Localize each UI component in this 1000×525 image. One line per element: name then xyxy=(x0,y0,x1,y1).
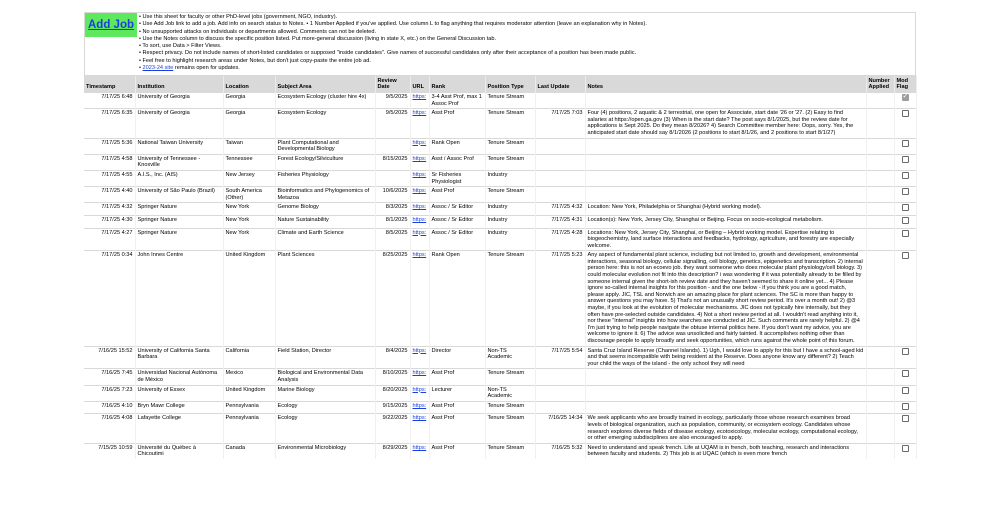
institution-cell: Bryn Mawr College xyxy=(135,401,223,414)
url-link[interactable]: https: xyxy=(410,401,429,414)
timestamp-cell: 7/16/25 7:23 xyxy=(84,385,135,401)
url-link[interactable]: https: xyxy=(410,369,429,385)
location-cell: New York xyxy=(223,228,275,251)
last-update-cell xyxy=(535,369,585,385)
last-update-cell xyxy=(535,170,585,186)
url-link[interactable]: https: xyxy=(410,187,429,203)
instructions-panel xyxy=(84,12,916,76)
institution-cell: Springer Nature xyxy=(135,215,223,228)
url-link[interactable]: https: xyxy=(410,138,429,154)
position-type-cell: Tenure Stream xyxy=(485,401,535,414)
mod-flag-cell xyxy=(894,443,916,459)
institution-cell: John Innes Centre xyxy=(135,251,223,346)
timestamp-cell: 7/16/25 7:45 xyxy=(84,369,135,385)
institution-cell: Lafayette College xyxy=(135,414,223,443)
rank-cell: Asst / Assoc Prof xyxy=(429,154,485,170)
location-cell: Taiwan xyxy=(223,138,275,154)
position-type-cell: Tenure Stream xyxy=(485,443,535,459)
table-row xyxy=(84,154,916,170)
subject-cell: Plant Computational and Developmental Biology xyxy=(275,138,375,154)
institution-cell: University of Georgia xyxy=(135,93,223,109)
position-type-cell: Non-TS Academic xyxy=(485,346,535,369)
archive-site-link[interactable]: 2023-24 site xyxy=(142,65,174,72)
timestamp-cell: 7/17/25 4:58 xyxy=(84,154,135,170)
subject-cell: Biological and Environmental Data Analysis xyxy=(275,369,375,385)
subject-cell: Ecosystem Ecology xyxy=(275,109,375,138)
timestamp-cell: 7/16/25 4:08 xyxy=(84,414,135,443)
position-type-cell: Tenure Stream xyxy=(485,138,535,154)
timestamp-cell: 7/17/25 6:48 xyxy=(84,93,135,109)
timestamp-cell: 7/17/25 4:30 xyxy=(84,215,135,228)
column-header[interactable]: Position Type xyxy=(485,76,535,93)
number-applied-cell xyxy=(866,215,894,228)
rule-line: • Feel free to highlight research areas under Notes, but don't just copy-paste the entire job ad. xyxy=(139,57,371,64)
notes-cell: Four (4) positions, 2 aquatic & 2 terrestrial, one open for Associate, start date '26 or '27. (2) Easy to find salaries at https://open.ga.gov (3) When is the start date? The post says 8/1/2025, but the review date for applications is Sept 2025. Do they mean 8/2026? 4) Search Committee member here: Oops, sorry. Yes, the anticipated start date should say 8/1/2026 (2 positions to start 8/1/26, and 2 positions to start 8/1/27) xyxy=(585,109,866,138)
location-cell: Georgia xyxy=(223,109,275,138)
rank-cell: 3-4 Asst Prof, max 1 Assoc Prof xyxy=(429,93,485,109)
subject-cell: Marine Biology xyxy=(275,385,375,401)
review-date-cell: 10/6/2025 xyxy=(375,187,410,203)
review-date-cell: 8/5/2025 xyxy=(375,228,410,251)
url-link[interactable]: https: xyxy=(410,443,429,459)
mod-flag-cell xyxy=(894,414,916,443)
rank-cell: Rank Open xyxy=(429,138,485,154)
timestamp-cell: 7/17/25 6:35 xyxy=(84,109,135,138)
rank-cell: Asst Prof xyxy=(429,443,485,459)
institution-cell: Springer Nature xyxy=(135,203,223,216)
notes-cell xyxy=(585,187,866,203)
add-job-link[interactable]: Add Job xyxy=(85,13,137,37)
location-cell: New Jersey xyxy=(223,170,275,186)
last-update-cell: 7/17/25 7:03 xyxy=(535,109,585,138)
number-applied-cell xyxy=(866,203,894,216)
last-update-cell xyxy=(535,385,585,401)
timestamp-cell: 7/17/25 4:32 xyxy=(84,203,135,216)
rule-line: • 2023-24 site remains open for updates. xyxy=(139,65,240,72)
review-date-cell: 8/15/2025 xyxy=(375,154,410,170)
position-type-cell: Tenure Stream xyxy=(485,251,535,346)
notes-cell xyxy=(585,369,866,385)
notes-cell xyxy=(585,138,866,154)
notes-cell xyxy=(585,385,866,401)
rank-cell: Asst Prof xyxy=(429,414,485,443)
number-applied-cell xyxy=(866,187,894,203)
mod-flag-checkbox[interactable] xyxy=(902,370,909,377)
header-row xyxy=(84,76,916,93)
location-cell: Canada xyxy=(223,443,275,459)
column-header[interactable]: Mod Flag xyxy=(894,76,916,93)
table-row xyxy=(84,346,916,369)
institution-cell: University of California Santa Barbara xyxy=(135,346,223,369)
position-type-cell: Industry xyxy=(485,203,535,216)
rank-cell: Asst Prof xyxy=(429,109,485,138)
rank-cell: Assoc / Sr Editor xyxy=(429,228,485,251)
mod-flag-cell xyxy=(894,369,916,385)
location-cell: South America (Other) xyxy=(223,187,275,203)
rank-cell: Director xyxy=(429,346,485,369)
url-link[interactable]: https: xyxy=(410,170,429,186)
last-update-cell xyxy=(535,401,585,414)
institution-cell: Springer Nature xyxy=(135,228,223,251)
mod-flag-cell xyxy=(894,228,916,251)
last-update-cell: 7/16/25 5:32 xyxy=(535,443,585,459)
last-update-cell xyxy=(535,93,585,109)
rule-line: • To sort, use Data > Filter Views. xyxy=(139,43,222,50)
notes-cell: Locations: New York, Jersey City, Shanghai, or Beijing – Hybrid working model. Expertise relating to biogeochemistry, land surface interactions and feedbacks, hydrology, agriculture, and forestry are especially welcome. xyxy=(585,228,866,251)
mod-flag-checkbox[interactable] xyxy=(902,348,909,355)
column-header[interactable]: Timestamp xyxy=(84,76,135,93)
review-date-cell xyxy=(375,170,410,186)
rule-line: • No unsupported attacks on individuals or departments allowed. Comments can not be deleted. xyxy=(139,28,377,35)
number-applied-cell xyxy=(866,401,894,414)
notes-cell: Need to understand and speak french. Life at UQAM is in french, both teaching, research and interactions between faculty and students. 2) This job is at UQAC (which is even more french xyxy=(585,443,866,459)
timestamp-cell: 7/16/25 4:10 xyxy=(84,401,135,414)
position-type-cell: Tenure Stream xyxy=(485,93,535,109)
position-type-cell: Tenure Stream xyxy=(485,187,535,203)
subject-cell: Plant Sciences xyxy=(275,251,375,346)
notes-cell xyxy=(585,170,866,186)
review-date-cell: 8/25/2025 xyxy=(375,251,410,346)
review-date-cell: 8/10/2025 xyxy=(375,369,410,385)
number-applied-cell xyxy=(866,251,894,346)
mod-flag-cell xyxy=(894,170,916,186)
mod-flag-cell xyxy=(894,154,916,170)
table-row xyxy=(84,385,916,401)
table-row xyxy=(84,443,916,459)
subject-cell: Climate and Earth Science xyxy=(275,228,375,251)
timestamp-cell: 7/16/25 15:52 xyxy=(84,346,135,369)
mod-flag-checkbox[interactable] xyxy=(902,110,909,117)
url-link[interactable]: https: xyxy=(410,109,429,138)
url-link[interactable]: https: xyxy=(410,414,429,443)
table-row xyxy=(84,203,916,216)
table-row xyxy=(84,93,916,109)
mod-flag-cell xyxy=(894,346,916,369)
url-link[interactable]: https: xyxy=(410,228,429,251)
timestamp-cell: 7/17/25 4:27 xyxy=(84,228,135,251)
subject-cell: Nature Sustainability xyxy=(275,215,375,228)
institution-cell: University of São Paulo (Brazil) xyxy=(135,187,223,203)
rule-line: • Respect privacy. Do not include names of short-listed candidates or supposed "inside candidates". Give names of successful candidates only after their acceptance of a position has been made public. xyxy=(139,50,637,57)
review-date-cell xyxy=(375,138,410,154)
review-date-cell: 9/22/2025 xyxy=(375,414,410,443)
mod-flag-checkbox[interactable] xyxy=(902,387,909,394)
subject-cell: Bioinformatics and Phylogenomics of Metazoa xyxy=(275,187,375,203)
mod-flag-cell xyxy=(894,93,916,109)
rank-cell: Assoc / Sr Editor xyxy=(429,203,485,216)
number-applied-cell xyxy=(866,369,894,385)
review-date-cell: 9/15/2025 xyxy=(375,401,410,414)
jobs-table xyxy=(84,76,917,459)
rank-cell: Asst Prof xyxy=(429,369,485,385)
rank-cell: Assoc / Sr Editor xyxy=(429,215,485,228)
notes-cell: We seek applicants who are broadly trained in ecology, particularly those whose research examines broad levels of biological organization, such as population, community, or ecosystem ecology. Candidates whose research explores diverse fields of disease ecology, ecotoxicology, molecular ecology, computational ecology, or other emerging subdisciplines are also encouraged to apply. xyxy=(585,414,866,443)
url-link[interactable]: https: xyxy=(410,154,429,170)
mod-flag-checkbox[interactable] xyxy=(902,94,909,101)
subject-cell: Ecology xyxy=(275,414,375,443)
timestamp-cell: 7/17/25 4:40 xyxy=(84,187,135,203)
rule-tail: remains open for updates. xyxy=(173,65,240,72)
mod-flag-cell xyxy=(894,251,916,346)
mod-flag-checkbox[interactable] xyxy=(902,204,909,211)
timestamp-cell: 7/17/25 5:36 xyxy=(84,138,135,154)
table-row xyxy=(84,109,916,138)
number-applied-cell xyxy=(866,385,894,401)
last-update-cell: 7/17/25 4:32 xyxy=(535,203,585,216)
last-update-cell: 7/17/25 4:28 xyxy=(535,228,585,251)
institution-cell: A.I.S., Inc. (AIS) xyxy=(135,170,223,186)
rule-line: • Use this sheet for faculty or other PhD-level jobs (government, NGO, industry). xyxy=(139,14,338,20)
review-date-cell: 8/1/2025 xyxy=(375,215,410,228)
column-header[interactable]: Subject Area xyxy=(275,76,375,93)
institution-cell: National Taiwan University xyxy=(135,138,223,154)
position-type-cell: Tenure Stream xyxy=(485,154,535,170)
review-date-cell: 8/20/2025 xyxy=(375,385,410,401)
notes-cell xyxy=(585,154,866,170)
column-header[interactable]: Location xyxy=(223,76,275,93)
url-link[interactable]: https: xyxy=(410,251,429,346)
mod-flag-cell xyxy=(894,385,916,401)
last-update-cell: 7/16/25 14:34 xyxy=(535,414,585,443)
timestamp-cell: 7/17/25 0:34 xyxy=(84,251,135,346)
mod-flag-cell xyxy=(894,401,916,414)
rank-cell: Asst Prof xyxy=(429,187,485,203)
location-cell: United Kingdom xyxy=(223,385,275,401)
url-link[interactable]: https: xyxy=(410,93,429,109)
number-applied-cell xyxy=(866,346,894,369)
review-date-cell: 8/29/2025 xyxy=(375,443,410,459)
location-cell: Mexico xyxy=(223,369,275,385)
mod-flag-checkbox[interactable] xyxy=(902,415,909,422)
review-date-cell: 8/4/2025 xyxy=(375,346,410,369)
table-row xyxy=(84,138,916,154)
mod-flag-checkbox[interactable] xyxy=(902,188,909,195)
number-applied-cell xyxy=(866,414,894,443)
number-applied-cell xyxy=(866,109,894,138)
position-type-cell: Tenure Stream xyxy=(485,109,535,138)
number-applied-cell xyxy=(866,170,894,186)
column-header[interactable]: Last Update xyxy=(535,76,585,93)
mod-flag-checkbox[interactable] xyxy=(902,252,909,259)
rank-cell: Lecturer xyxy=(429,385,485,401)
table-row xyxy=(84,187,916,203)
number-applied-cell xyxy=(866,154,894,170)
position-type-cell: Tenure Stream xyxy=(485,369,535,385)
rank-cell: Asst Prof xyxy=(429,401,485,414)
url-link[interactable]: https: xyxy=(410,215,429,228)
position-type-cell: Industry xyxy=(485,170,535,186)
column-header[interactable]: URL xyxy=(410,76,429,93)
position-type-cell: Industry xyxy=(485,215,535,228)
institution-cell: Universidad Nacional Autónoma de México xyxy=(135,369,223,385)
column-header[interactable]: Notes xyxy=(585,76,866,93)
position-type-cell: Non-TS Academic xyxy=(485,385,535,401)
number-applied-cell xyxy=(866,138,894,154)
number-applied-cell xyxy=(866,93,894,109)
mod-flag-cell xyxy=(894,138,916,154)
location-cell: Tennessee xyxy=(223,154,275,170)
number-applied-cell xyxy=(866,443,894,459)
location-cell: New York xyxy=(223,203,275,216)
mod-flag-cell xyxy=(894,203,916,216)
rank-cell: Sr Fisheries Physiologist xyxy=(429,170,485,186)
mod-flag-checkbox[interactable] xyxy=(902,445,909,452)
column-header[interactable]: Institution xyxy=(135,76,223,93)
mod-flag-cell xyxy=(894,215,916,228)
subject-cell: Environmental Microbiology xyxy=(275,443,375,459)
last-update-cell: 7/17/25 4:31 xyxy=(535,215,585,228)
table-row xyxy=(84,228,916,251)
notes-cell: Any aspect of fundamental plant science, including but not limited to, growth and development, environmental interactions, seasonal biology, cellular signalling, cell biology, genetics, epigenetics and transcription. 2) internal person here: this is not an ecoevo job. they want someone who does molecular plant physiology/cell biology. 3) could molecular evolution not fit into this description? i was wondering if it was potentially already to be filled by someone internal given the short-ish review date and they haven't seemed to share it online yet... 4) Please ignore so-called internal insights for this position - and the one below - if you think you are a good match, please apply. JIC, TSL and Norwich are an amazing place for plant sciences. The SC is more than happy to answer questions you may have. 5) That's not an unusually short review period. It's over a month out! 2) @3 maybe, if you look at the evolution of molecular mechanisms. JIC does not typically hire internally, but they often have pre-selected outside candidates. 4) Not a short review period at all. I wouldn't read anything into it, nor these "internal" insights into how searches are conducted at JIC. Such comments are rarely helpful. 2) @4 I'm just trying to help people navigate the obtuse internal politics here. If you don't want my advice, you are welcome to ignore it. 6) The advice was unsolicited and fairly tainted. It accomplishes nothing other than discourage people to apply broadly and seek opportunities, which runs against the whole point of this forum. xyxy=(585,251,866,346)
mod-flag-checkbox[interactable] xyxy=(902,172,909,179)
rule-line: • Use Add Job link to add a job. Add info on search status to Notes. • 1 Number Applied if you've applied. Use column L to flag anything that requires moderator attention (leave an explanation why in Notes). xyxy=(139,21,647,28)
table-row xyxy=(84,251,916,346)
rule-line: • Use the Notes column to discuss the specific position listed. Put more-general discussion (living in state X, etc.) on the General Discussion tab. xyxy=(139,35,497,42)
mod-flag-checkbox[interactable] xyxy=(902,156,909,163)
timestamp-cell: 7/17/25 4:55 xyxy=(84,170,135,186)
column-header[interactable]: Rank xyxy=(429,76,485,93)
notes-cell xyxy=(585,93,866,109)
rules-list xyxy=(139,14,914,72)
column-header[interactable]: Number Applied xyxy=(866,76,894,93)
table-row xyxy=(84,215,916,228)
table-body xyxy=(84,93,916,459)
mod-flag-cell xyxy=(894,187,916,203)
mod-flag-checkbox[interactable] xyxy=(902,140,909,147)
subject-cell: Genome Biology xyxy=(275,203,375,216)
mod-flag-checkbox[interactable] xyxy=(902,217,909,224)
institution-cell: University of Essex xyxy=(135,385,223,401)
subject-cell: Forest Ecology/Silviculture xyxy=(275,154,375,170)
table-row xyxy=(84,170,916,186)
notes-cell: Location(s): New York, Jersey City, Shanghai or Beijing. Focus on socio-ecological metabolism. xyxy=(585,215,866,228)
position-type-cell: Tenure Stream xyxy=(485,414,535,443)
last-update-cell xyxy=(535,154,585,170)
position-type-cell: Industry xyxy=(485,228,535,251)
review-date-cell: 9/5/2025 xyxy=(375,109,410,138)
notes-cell: Santa Cruz Island Reserve (Channel Islands). 1) Ugh, I would love to apply for this but I have a school-aged kid and that seems incompatible with being resident at the Reserve. Does anyone know any different? 2) Teach your child the ways of the island - the only school they will need xyxy=(585,346,866,369)
last-update-cell: 7/17/25 5:54 xyxy=(535,346,585,369)
subject-cell: Ecosystem Ecology (cluster hire 4x) xyxy=(275,93,375,109)
subject-cell: Ecology xyxy=(275,401,375,414)
last-update-cell xyxy=(535,138,585,154)
location-cell: Georgia xyxy=(223,93,275,109)
mod-flag-checkbox[interactable] xyxy=(902,230,909,237)
location-cell: California xyxy=(223,346,275,369)
last-update-cell: 7/17/25 5:23 xyxy=(535,251,585,346)
column-header[interactable]: Review Date xyxy=(375,76,410,93)
url-link[interactable]: https: xyxy=(410,203,429,216)
last-update-cell xyxy=(535,187,585,203)
subject-cell: Field Station, Director xyxy=(275,346,375,369)
table-row xyxy=(84,401,916,414)
table-row xyxy=(84,414,916,443)
institution-cell: University of Tennessee - Knoxville xyxy=(135,154,223,170)
mod-flag-checkbox[interactable] xyxy=(902,403,909,410)
institution-cell: University of Georgia xyxy=(135,109,223,138)
institution-cell: Université du Québec à Chicoutimi xyxy=(135,443,223,459)
location-cell: Pennsylvania xyxy=(223,414,275,443)
review-date-cell: 8/3/2025 xyxy=(375,203,410,216)
url-link[interactable]: https: xyxy=(410,385,429,401)
mod-flag-cell xyxy=(894,109,916,138)
table-row xyxy=(84,369,916,385)
location-cell: United Kingdom xyxy=(223,251,275,346)
location-cell: New York xyxy=(223,215,275,228)
rank-cell: Rank Open xyxy=(429,251,485,346)
url-link[interactable]: https: xyxy=(410,346,429,369)
number-applied-cell xyxy=(866,228,894,251)
notes-cell: Location: New York, Philadelphia or Shanghai (Hybrid working model). xyxy=(585,203,866,216)
review-date-cell: 9/5/2025 xyxy=(375,93,410,109)
notes-cell xyxy=(585,401,866,414)
subject-cell: Fisheries Physiology xyxy=(275,170,375,186)
timestamp-cell: 7/15/25 10:59 xyxy=(84,443,135,459)
location-cell: Pennsylvania xyxy=(223,401,275,414)
